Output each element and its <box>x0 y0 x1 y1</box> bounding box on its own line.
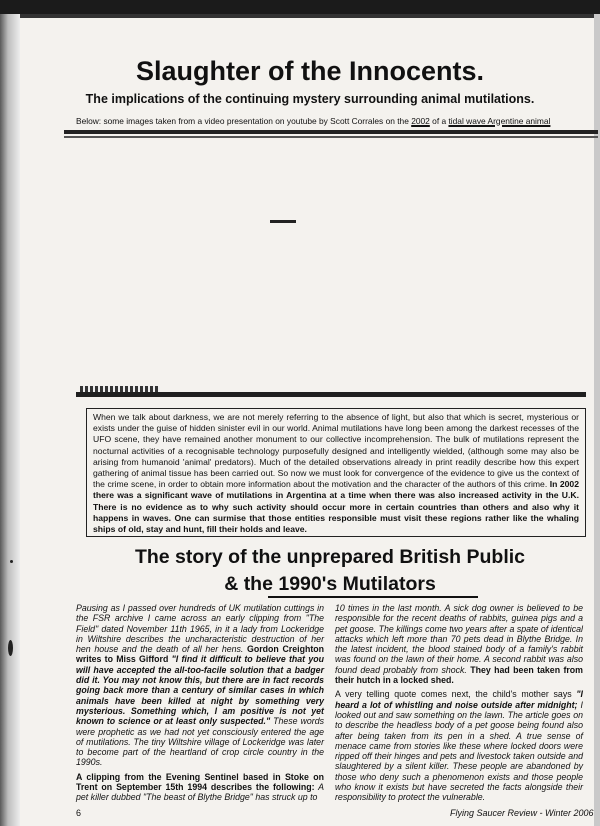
box-line: some may also be arising from humanoid 'animal' predators). Much of the detailed observations already in print readily <box>93 445 579 467</box>
col-right-p1-italic: 10 times in the last month. A sick dog owner is believed to be responsible for the recent deaths of rabbits, guinea pigs and a pet goose. The killings come two years after a spate of identical attacks which left more than 70 pets dead in Blythe Bridge. In the latest incident, the blood stained body of a family's rabbit was found on the lawn of their home. A second rabbit was also found dead probably from shock. <box>335 603 583 675</box>
page-number: 6 <box>76 808 82 818</box>
box-line: of the authors of this crime. <box>442 479 548 490</box>
caption-year: 2002 <box>411 116 430 126</box>
scan-mark <box>270 220 296 223</box>
box-line: or exists under the guise of hidden sinister evil in our world. Animal mutilations have long been among the darkest recesses <box>93 412 579 434</box>
caption-highlight: tidal wave Argentine animal <box>448 116 551 126</box>
section-heading-line1: The story of the unprepared British Public <box>134 546 526 568</box>
box-line: evidence to give us the context of the crime scene, in order to obtain more information about the motivation and the character <box>93 468 579 490</box>
magazine-footer: Flying Saucer Review - Winter 2006 <box>450 808 594 818</box>
caption-prefix: Below: some images taken from a video presentation on youtube by Scott Corrales on the <box>76 116 412 126</box>
heading-underline <box>268 596 478 598</box>
col-left-p2-italic: A pet killer dubbed "The beast of Blythe Bridge" has struck up to <box>76 782 324 803</box>
caption-middle: of a <box>429 116 449 126</box>
section-heading-line2: & the 1990's Mutilators <box>224 573 436 595</box>
col-left-p1-bold: Gordon Creighton writes to Miss Gifford <box>76 644 324 665</box>
caption-rule-secondary <box>64 136 598 138</box>
image-caption <box>76 116 596 126</box>
col-right-p2-start: A very telling quote comes next, the child's mother says <box>335 689 577 700</box>
box-bold-text: In 2002 there was a significant wave of mutilations in Argentina at a time when there was also increased activity in the U.K. There is no evidence as to why such activity should occur more in certain countries than others and also why it happens in waves. One can surmise that those entities responsible must visit these regions rather like the whaling ships of old, stay and hunt, fill their holds and leave. <box>93 479 579 535</box>
scan-speck <box>8 640 13 656</box>
col-right-p2-bold: "I heard a lot of whistling and noise outside after midnight; <box>335 689 583 710</box>
col-left-paragraph-2 <box>76 772 324 803</box>
scan-top-edge <box>0 0 600 14</box>
box-line: represent the nocturnal activities of a recognisable technology purposefully designed and intelligently wielded, (although <box>93 434 579 456</box>
box-line: When we talk about darkness, we are not merely referring to the absence of light, but also that which is secret, mysterious <box>93 412 569 422</box>
col-left-p1-italic: Pausing as I passed over hundreds of UK mutilation cuttings in the FSR archive I came across an early clipping from "The Field" dated November 11th 1965, in it a lady from Lockeridge in Wiltshire describes the uncharacteristic destruction of her hen house and the death of all her hens. <box>76 603 324 655</box>
col-left-p2-bold: A clipping from the Evening Sentinel based in Stoke on Trent on September 15th 1994 describes the following: <box>76 771 324 793</box>
col-left-p1-quote: "I find it difficult to believe that you will have accepted the all-too-facile solution that a badger did it. You may not know this, but there are in fact records going back more than a century of similar cases in which animals have been killed at night by something very mysterious. Something which, I am positive is not yet known to science or at least only suspected." <box>76 654 324 727</box>
scan-left-edge <box>0 14 20 826</box>
scan-top-edge-shadow <box>18 14 600 18</box>
box-line: describe how this expert gathering of animal tissue has been carried out. So now we must look for convergence of the <box>93 456 580 479</box>
caption-rule <box>64 130 598 134</box>
col-left-paragraph-1 <box>76 603 324 768</box>
column-left <box>76 603 324 807</box>
article-subtitle: The implications of the continuing mystery surrounding animal mutilations. <box>85 92 535 106</box>
col-right-paragraph-2 <box>335 689 583 802</box>
box-line: of the UFO scene, they have remained another monument to our collective incomprehension. The bulk of mutilations <box>93 423 579 445</box>
intro-box <box>86 408 586 537</box>
scan-speck <box>10 560 13 563</box>
column-right <box>335 603 583 807</box>
col-right-p1-bold: They had been taken from their hutch in a locked shed. <box>335 664 584 686</box>
col-left-p1-end: These words were prophetic as we had not yet consciously entered the age of mutilations. The tiny Wiltshire village of Lockeridge was later to become part of the heartland of crop circle country in the 1990s. <box>76 716 324 768</box>
col-right-p2-italic: I looked out and saw something on the lawn. The article goes on to describe the headless body of a pet goose being found also after being taken from its pen in a shed. A true sense of menace came from stories like these where locked doors were ripped off their hinges and pets and livestock taken outside and slaughtered by a silent killer. These people are abandoned by those who deny such a phenomenon exists and those people who know it exists but have secreted the facts alongside their responsibility to protect the vulnerable. <box>335 699 583 803</box>
image-bottom-rule <box>76 392 586 397</box>
article-title: Slaughter of the Innocents. <box>135 56 485 86</box>
col-right-paragraph-1 <box>335 603 583 685</box>
